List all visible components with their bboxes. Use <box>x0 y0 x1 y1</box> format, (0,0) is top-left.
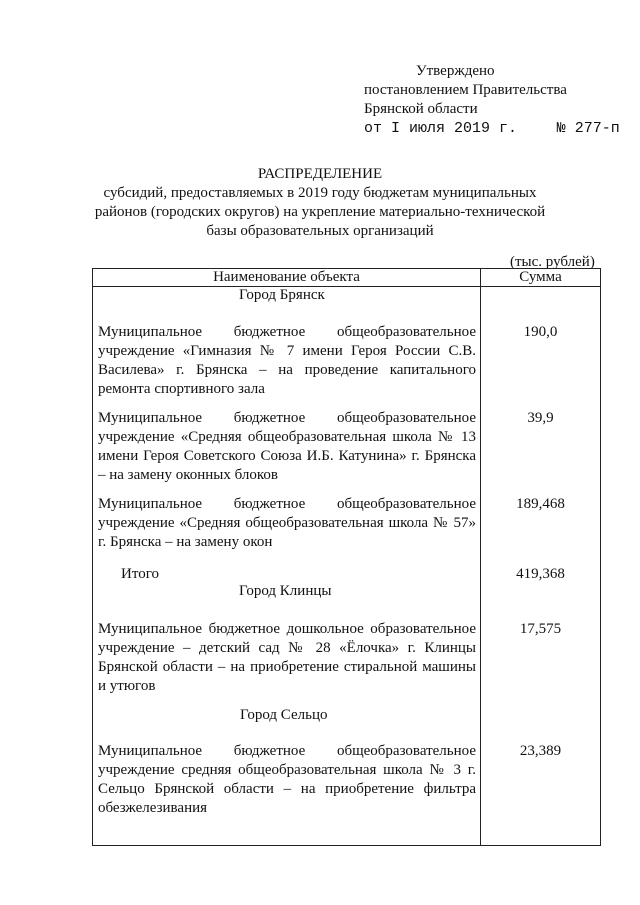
approved-label: Утверждено <box>416 63 495 79</box>
table-row-name: Муниципальное бюджетное общеобразовательное учреждение «Средняя общеобразовательная школа № 13 имени Героя Советского Союза И.Б. Катунина» г. Брянска – на замену оконных блоков <box>98 410 476 483</box>
table-row-name: Муниципальное бюджетное общеобразовательное учреждение средняя общеобразовательная школа № 3 г. Сельцо Брянской области – на приобретение фильтра обезжелезивания <box>98 743 476 816</box>
total-label: Итого <box>121 566 159 582</box>
table-row-sum: 39,9 <box>527 410 554 426</box>
city-klintsy: Город Клинцы <box>239 583 332 599</box>
table-row-sum: 189,468 <box>516 496 565 512</box>
table-row-sum: 23,389 <box>519 743 562 759</box>
table-row-name: Муниципальное бюджетное общеобразовательное учреждение «Гимназия № 7 имени Героя России С.В. Василева» г. Брянска – на проведение капитального ремонта спортивного зала <box>98 324 476 397</box>
city-seltso: Город Сельцо <box>240 707 328 723</box>
city-bryansk: Город Брянск <box>239 287 325 303</box>
document-subtitle-1: субсидий, предоставляемых в 2019 году бюджетам муниципальных <box>103 185 537 201</box>
approval-date: от I июля 2019 г. <box>364 120 518 137</box>
table-row-name: Муниципальное бюджетное дошкольное образовательное учреждение – детский сад № 28 «Ёлочка» г. Клинцы Брянской области – на приобретение стиральной машины и утюгов <box>98 621 476 694</box>
approved-region: Брянской области <box>364 101 478 117</box>
table-row-sum: 190,0 <box>523 324 558 340</box>
approved-by: постановлением Правительства <box>364 82 567 98</box>
approval-number: № 277-п <box>556 120 620 137</box>
table-row-name: Муниципальное бюджетное общеобразовательное учреждение «Средняя общеобразовательная школа № 57» г. Брянска – на замену окон <box>98 496 476 550</box>
document-subtitle-3: базы образовательных организаций <box>206 223 434 239</box>
document-subtitle-2: районов (городских округов) на укрепление материально-технической <box>94 204 546 220</box>
approval-block <box>364 62 620 138</box>
unit-label: (тыс. рублей) <box>510 254 595 270</box>
total-sum: 419,368 <box>516 566 565 582</box>
table-row-sum: 17,575 <box>519 621 562 637</box>
header-name: Наименование объекта <box>213 269 360 285</box>
header-sum: Сумма <box>519 269 562 285</box>
table-header <box>93 269 600 287</box>
distribution-table <box>92 268 601 846</box>
document-heading <box>0 165 640 241</box>
document-title: РАСПРЕДЕЛЕНИЕ <box>257 166 383 182</box>
